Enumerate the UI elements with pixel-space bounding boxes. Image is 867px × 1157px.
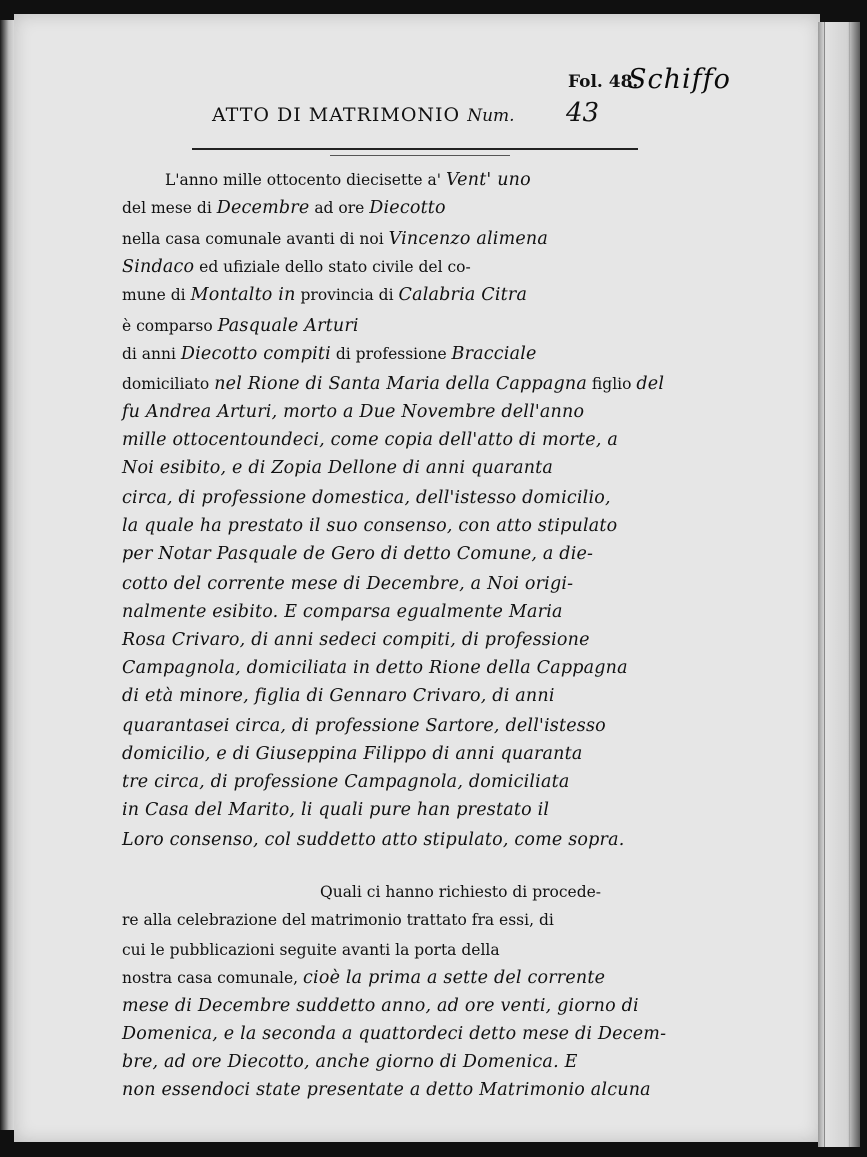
- handwritten-text: per Notar Pasquale de Gero di detto Comune, a die-: [122, 544, 594, 564]
- text-line: [122, 718, 667, 736]
- text-line: [122, 746, 667, 764]
- text-line: [122, 376, 667, 394]
- text-line: [122, 632, 667, 650]
- printed-text: L'anno mille ottocento diecisette a': [165, 171, 446, 189]
- text-line: [122, 490, 667, 508]
- text-line: [122, 546, 667, 564]
- handwritten-text: Bracciale: [451, 344, 537, 364]
- text-line: [122, 518, 667, 536]
- handwritten-text: circa, di professione domestica, dell'istesso domicilio,: [122, 488, 611, 508]
- printed-text: domiciliato: [122, 375, 215, 393]
- text-line: [122, 1054, 667, 1072]
- text-line: [122, 432, 667, 450]
- title-rule-secondary: [330, 155, 510, 156]
- text-line: [122, 346, 667, 364]
- handwritten-text: nel Rione di Santa Maria della Cappagna: [214, 374, 587, 394]
- handwritten-text: fu Andrea Arturi, morto a Due Novembre dell'anno: [122, 402, 585, 422]
- handwritten-text: Diecotto compiti: [180, 344, 331, 364]
- text-line: [122, 1026, 667, 1044]
- handwritten-text: mese di Decembre suddetto anno, ad ore venti, giorno di: [122, 996, 639, 1016]
- handwritten-text: Diecotto: [369, 198, 446, 218]
- handwritten-text: Vincenzo alimena: [388, 229, 549, 249]
- handwritten-text: di età minore, figlia di Gennaro Crivaro, di anni: [122, 686, 555, 706]
- text-line: [122, 287, 667, 305]
- handwritten-text: Rosa Crivaro, di anni sedeci compiti, di professione: [122, 630, 590, 650]
- printed-text: Quali ci hanno richiesto di procede-: [320, 883, 602, 901]
- text-line: [165, 172, 710, 190]
- handwritten-text: non essendoci state presentate a detto Matrimonio alcuna: [122, 1080, 651, 1100]
- handwritten-text: domicilio, e di Giuseppina Filippo di anni quaranta: [122, 744, 583, 764]
- handwritten-text: Domenica, e la seconda a quattordeci detto mese di Decem-: [122, 1024, 667, 1044]
- text-line: [122, 200, 667, 218]
- text-line: [122, 660, 667, 678]
- text-line: [122, 832, 667, 850]
- text-line: [122, 1082, 667, 1100]
- handwritten-text: quarantasei circa, di professione Sartore, dell'istesso: [122, 716, 606, 736]
- title-rule: [192, 148, 638, 150]
- handwritten-text: Sindaco: [122, 257, 195, 277]
- printed-text: del mese di: [122, 199, 217, 217]
- handwritten-text: la quale ha prestato il suo consenso, con atto stipulato: [122, 516, 618, 536]
- text-line: [122, 404, 667, 422]
- right-page-stack: [818, 22, 860, 1147]
- printed-text: mune di: [122, 286, 191, 304]
- printed-text: ed ufiziale dello stato civile del co-: [194, 258, 471, 276]
- handwritten-text: cotto del corrente mese di Decembre, a Noi origi-: [122, 574, 574, 594]
- printed-text: di professione: [330, 345, 452, 363]
- printed-text: è comparso: [122, 317, 218, 335]
- handwritten-text: Pasquale Arturi: [217, 316, 359, 336]
- handwritten-text: nalmente esibito. E comparsa egualmente Maria: [122, 602, 563, 622]
- folio-handwritten: Schiffo: [628, 64, 731, 95]
- printed-text: provincia di: [295, 286, 399, 304]
- text-line: [122, 912, 667, 929]
- handwritten-text: Noi esibito, e di Zopia Dellone di anni quaranta: [122, 458, 554, 478]
- handwritten-text: Calabria Citra: [398, 285, 528, 305]
- handwritten-text: bre, ad ore Diecotto, anche giorno di Domenica. E: [122, 1052, 578, 1072]
- text-line: [122, 942, 667, 959]
- handwritten-text: Campagnola, domiciliata in detto Rione della Cappagna: [122, 658, 628, 678]
- printed-text: di anni: [122, 345, 181, 363]
- handwritten-text: Decembre: [216, 198, 310, 218]
- text-line: [320, 884, 865, 901]
- text-line: [122, 259, 667, 277]
- handwritten-text: tre circa, di professione Campagnola, domiciliata: [122, 772, 570, 792]
- printed-text: re alla celebrazione del matrimonio trattato fra essi, di: [122, 911, 554, 929]
- folio-label: Fol. 48.: [568, 72, 639, 92]
- handwritten-text: in Casa del Marito, li quali pure han prestato il: [122, 800, 550, 820]
- text-line: [122, 970, 667, 988]
- act-number: 43: [566, 98, 600, 128]
- text-line: [122, 774, 667, 792]
- printed-text: nostra casa comunale,: [122, 969, 304, 987]
- text-line: [122, 688, 667, 706]
- text-line: [122, 460, 667, 478]
- text-line: [122, 604, 667, 622]
- printed-text: cui le pubblicazioni seguite avanti la porta della: [122, 941, 500, 959]
- handwritten-text: del: [636, 374, 665, 394]
- handwritten-text: Vent' uno: [445, 170, 531, 190]
- text-line: [122, 802, 667, 820]
- handwritten-text: Loro consenso, col suddetto atto stipulato, come sopra.: [122, 830, 625, 850]
- title-num-label: Num.: [467, 106, 515, 126]
- printed-text: figlio: [587, 375, 637, 393]
- title-text: ATTO DI MATRIMONIO: [212, 104, 461, 126]
- document-title: [212, 104, 515, 126]
- handwritten-text: Montalto in: [190, 285, 296, 305]
- handwritten-text: mille ottocentoundeci, come copia dell'atto di morte, a: [122, 430, 619, 450]
- text-line: [122, 318, 667, 336]
- handwritten-text: cioè la prima a sette del corrente: [303, 968, 606, 988]
- text-line: [122, 231, 667, 249]
- text-line: [122, 576, 667, 594]
- printed-text: ad ore: [309, 199, 370, 217]
- text-line: [122, 998, 667, 1016]
- printed-text: nella casa comunale avanti di noi: [122, 230, 389, 248]
